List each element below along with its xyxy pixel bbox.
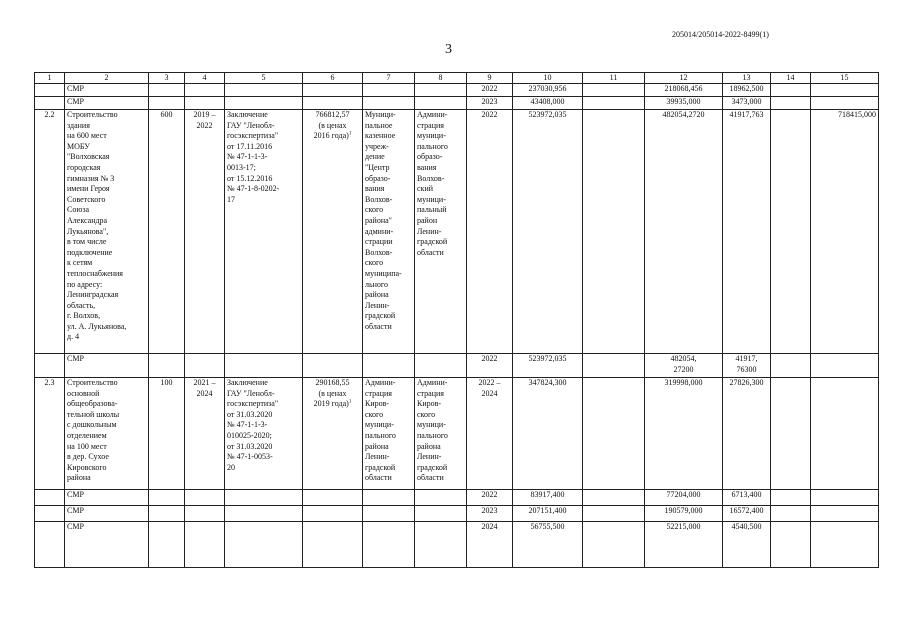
col-num: 8 — [415, 73, 467, 84]
amount-cell: 18962,500 — [723, 84, 771, 97]
col-num: 12 — [645, 73, 723, 84]
total-cell: 523972,035 — [513, 110, 583, 354]
period-cell: 2019 – 2022 — [185, 110, 225, 354]
col-num: 2 — [65, 73, 149, 84]
footnote-mark: 1 — [348, 131, 352, 137]
year-cell: 2023 — [467, 506, 513, 522]
year-cell: 2022 — [467, 84, 513, 97]
cost-cell — [303, 110, 363, 354]
capacity-cell: 600 — [149, 110, 185, 354]
amount-cell: 41917, 76300 — [723, 354, 771, 378]
col-num: 5 — [225, 73, 303, 84]
footnote-mark: 1 — [348, 399, 352, 405]
expertise-cell: Заключение ГАУ "Ленобл- госэкспертиза" от 17.11.2016 № 47-1-1-3- 0013-17; от 15.12.2016 № 47-1-8-0202- 17 — [225, 110, 303, 354]
amount-cell: 77204,000 — [645, 490, 723, 506]
table-row — [35, 506, 879, 522]
total-cell: 347824,300 — [513, 378, 583, 490]
amount-cell: 6713,400 — [723, 490, 771, 506]
col-num: 1 — [35, 73, 65, 84]
col-num: 4 — [185, 73, 225, 84]
col-num: 13 — [723, 73, 771, 84]
amount-cell: 319998,000 — [645, 378, 723, 490]
amount-cell: 482054, 27200 — [645, 354, 723, 378]
cost-value: 290168,55 (в ценах 2019 года) — [313, 378, 350, 409]
table-row — [35, 97, 879, 110]
smr-label: СМР — [65, 506, 149, 522]
col-num: 6 — [303, 73, 363, 84]
amount-cell: 16572,400 — [723, 506, 771, 522]
object-name: Строительство основной общеобразова- тельной школы с дошкольным отделением на 100 мест в дер. Сухое Кировского района — [65, 378, 149, 490]
col-num: 10 — [513, 73, 583, 84]
table-row — [35, 354, 879, 378]
capacity-cell: 100 — [149, 378, 185, 490]
col-num: 7 — [363, 73, 415, 84]
year-cell: 2022 — [467, 490, 513, 506]
total-cell: 237030,956 — [513, 84, 583, 97]
table-row — [35, 110, 879, 354]
total-cell: 43408,000 — [513, 97, 583, 110]
col-num: 11 — [583, 73, 645, 84]
year-cell: 2023 — [467, 97, 513, 110]
document-id: 205014/205014-2022-8499(1) — [672, 30, 769, 39]
col-num: 14 — [771, 73, 811, 84]
customer-cell: Админи- страция Киров- ского муници- пального района Ленин- градской области — [363, 378, 415, 490]
smr-label: СМР — [65, 354, 149, 378]
table-row — [35, 378, 879, 490]
col-num: 3 — [149, 73, 185, 84]
item-number: 2.3 — [35, 378, 65, 490]
col-num: 9 — [467, 73, 513, 84]
expertise-cell: Заключение ГАУ "Ленобл- госэкспертиза" от 31.03.2020 № 47-1-1-3- 010025-2020; от 31.03.2020 № 47-1-0053- 20 — [225, 378, 303, 490]
amount-cell: 27826,300 — [723, 378, 771, 490]
object-name: Строительство здания на 600 мест МОБУ "Волховская городская гимназия № 3 имени Героя Советского Союза Александра Лукьянова", в том числе подключение к сетям теплоснабжения по адресу: Ленинградская область, г. Волхов, ул. А. Лукьянова, д. 4 — [65, 110, 149, 354]
amount-cell: 4540,500 — [723, 522, 771, 568]
table-row — [35, 522, 879, 568]
total-cell: 83917,400 — [513, 490, 583, 506]
amount-cell: 218068,456 — [645, 84, 723, 97]
cost-value: 766812,57 (в ценах 2016 года) — [313, 110, 350, 141]
year-cell: 2022 — [467, 110, 513, 354]
year-cell: 2024 — [467, 522, 513, 568]
amount-cell: 190579,000 — [645, 506, 723, 522]
total-cell: 207151,400 — [513, 506, 583, 522]
total-cell: 56755,500 — [513, 522, 583, 568]
amount-cell: 3473,000 — [723, 97, 771, 110]
cost-cell — [303, 378, 363, 490]
year-cell: 2022 — [467, 354, 513, 378]
column-number-row — [35, 73, 879, 84]
amount-cell: 482054,2720 — [645, 110, 723, 354]
page-number: 3 — [445, 42, 452, 57]
amount-cell: 52215,000 — [645, 522, 723, 568]
table-row — [35, 84, 879, 97]
smr-label: СМР — [65, 490, 149, 506]
investment-table — [34, 72, 879, 568]
total-cell: 523972,035 — [513, 354, 583, 378]
col-num: 15 — [811, 73, 879, 84]
period-cell: 2021 – 2024 — [185, 378, 225, 490]
smr-label: СМР — [65, 84, 149, 97]
amount-cell: 41917,763 — [723, 110, 771, 354]
amount-cell: 39935,000 — [645, 97, 723, 110]
organization-cell: Админи- страция Киров- ского муници- пального района Ленин- градской области — [415, 378, 467, 490]
year-cell: 2022 – 2024 — [467, 378, 513, 490]
organization-cell: Админи- страция муници- пального образо- вания Волхов- ский муници- пальный район Ленин- градской области — [415, 110, 467, 354]
table-row — [35, 490, 879, 506]
customer-cell: Муници- пальное казенное учреж- дение "Центр образо- вания Волхов- ского района" админи- страции Волхов- ского муниципа- льного района Ленин- градской области — [363, 110, 415, 354]
smr-label: СМР — [65, 522, 149, 568]
amount-cell: 718415,000 — [811, 110, 879, 354]
item-number: 2.2 — [35, 110, 65, 354]
smr-label: СМР — [65, 97, 149, 110]
